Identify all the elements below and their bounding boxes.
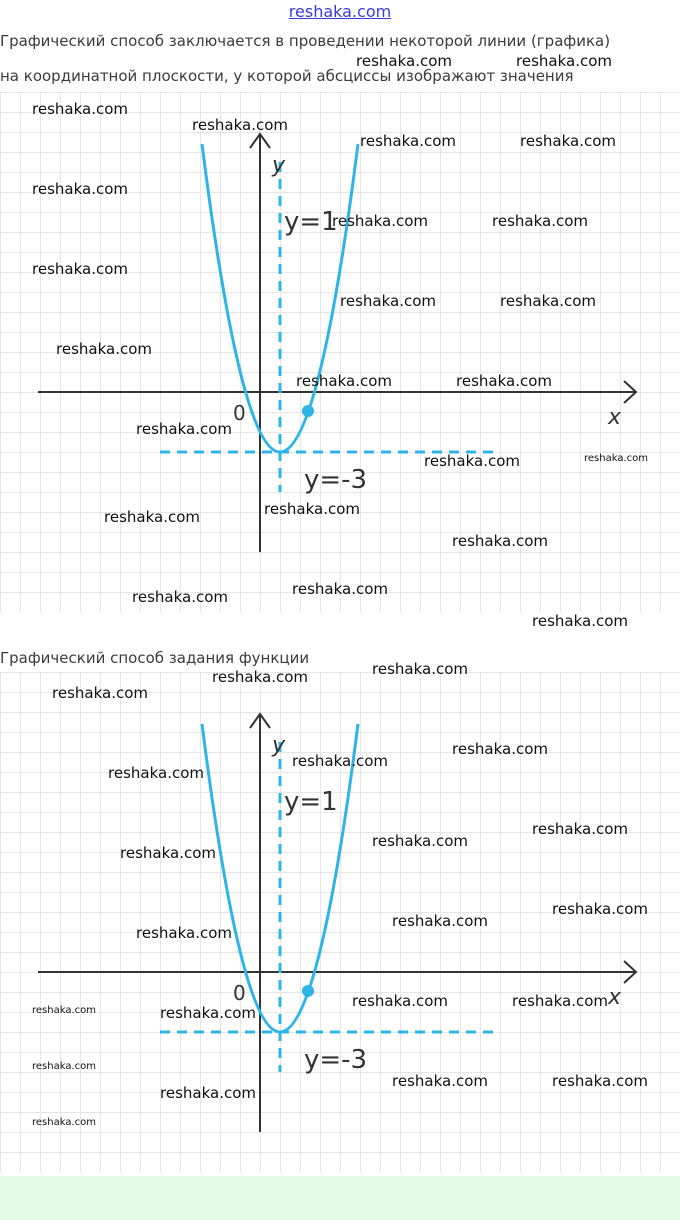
watermark: reshaka.com <box>532 820 628 838</box>
watermark: reshaka.com <box>456 372 552 390</box>
watermark: reshaka.com <box>356 52 452 70</box>
watermark: reshaka.com <box>292 580 388 598</box>
y-axis-label: y <box>272 733 286 758</box>
x-axis-label: x <box>608 405 622 430</box>
origin-label: 0 <box>233 401 246 425</box>
section-heading: Графический способ задания функции <box>0 649 310 667</box>
watermark: reshaka.com <box>104 508 200 526</box>
line-y1-label: y=1 <box>284 207 338 237</box>
watermark: reshaka.com <box>360 132 456 150</box>
watermark: reshaka.com <box>520 132 616 150</box>
watermark: reshaka.com <box>516 52 612 70</box>
watermark: reshaka.com <box>296 372 392 390</box>
watermark: reshaka.com <box>136 420 232 438</box>
graph-2 <box>0 672 680 1172</box>
watermark: reshaka.com <box>108 764 204 782</box>
watermark: reshaka.com <box>492 212 588 230</box>
watermark: reshaka.com <box>136 924 232 942</box>
watermark: reshaka.com <box>532 612 628 630</box>
bottom-band <box>0 1176 680 1220</box>
watermark: reshaka.com <box>160 1084 256 1102</box>
watermark: reshaka.com <box>512 992 608 1010</box>
watermark: reshaka.com <box>584 453 648 464</box>
line-y1-label: y=1 <box>284 787 338 817</box>
watermark: reshaka.com <box>212 668 308 686</box>
watermark: reshaka.com <box>192 116 288 134</box>
watermark: reshaka.com <box>452 532 548 550</box>
origin-label: 0 <box>233 981 246 1005</box>
x-axis-label: x <box>608 985 622 1010</box>
watermark: reshaka.com <box>372 832 468 850</box>
watermark: reshaka.com <box>32 1117 96 1128</box>
paragraph-line-2: на координатной плоскости, у которой абсциссы изображают значения <box>0 67 574 85</box>
watermark: reshaka.com <box>32 180 128 198</box>
watermark: reshaka.com <box>340 292 436 310</box>
watermark: reshaka.com <box>372 660 468 678</box>
watermark: reshaka.com <box>552 1072 648 1090</box>
watermark: reshaka.com <box>32 260 128 278</box>
line-y-minus3-label: y=-3 <box>304 465 368 495</box>
watermark: reshaka.com <box>264 500 360 518</box>
line-y-minus3-label: y=-3 <box>304 1045 368 1075</box>
watermark: reshaka.com <box>132 588 228 606</box>
watermark: reshaka.com <box>32 1061 96 1072</box>
watermark: reshaka.com <box>56 340 152 358</box>
watermark: reshaka.com <box>32 100 128 118</box>
watermark: reshaka.com <box>552 900 648 918</box>
watermark: reshaka.com <box>452 740 548 758</box>
watermark: reshaka.com <box>292 752 388 770</box>
watermark: reshaka.com <box>52 684 148 702</box>
watermark: reshaka.com <box>120 844 216 862</box>
watermark: reshaka.com <box>500 292 596 310</box>
root-point <box>302 405 314 417</box>
paragraph-line-1: Графический способ заключается в проведении некоторой линии (графика) <box>0 32 611 50</box>
watermark: reshaka.com <box>32 1005 96 1016</box>
watermark: reshaka.com <box>392 1072 488 1090</box>
watermark: reshaka.com <box>392 912 488 930</box>
y-axis-label: y <box>272 153 286 178</box>
site-link[interactable]: reshaka.com <box>288 2 392 21</box>
watermark: reshaka.com <box>424 452 520 470</box>
watermark: reshaka.com <box>332 212 428 230</box>
root-point <box>302 985 314 997</box>
watermark: reshaka.com <box>352 992 448 1010</box>
watermark: reshaka.com <box>160 1004 256 1022</box>
